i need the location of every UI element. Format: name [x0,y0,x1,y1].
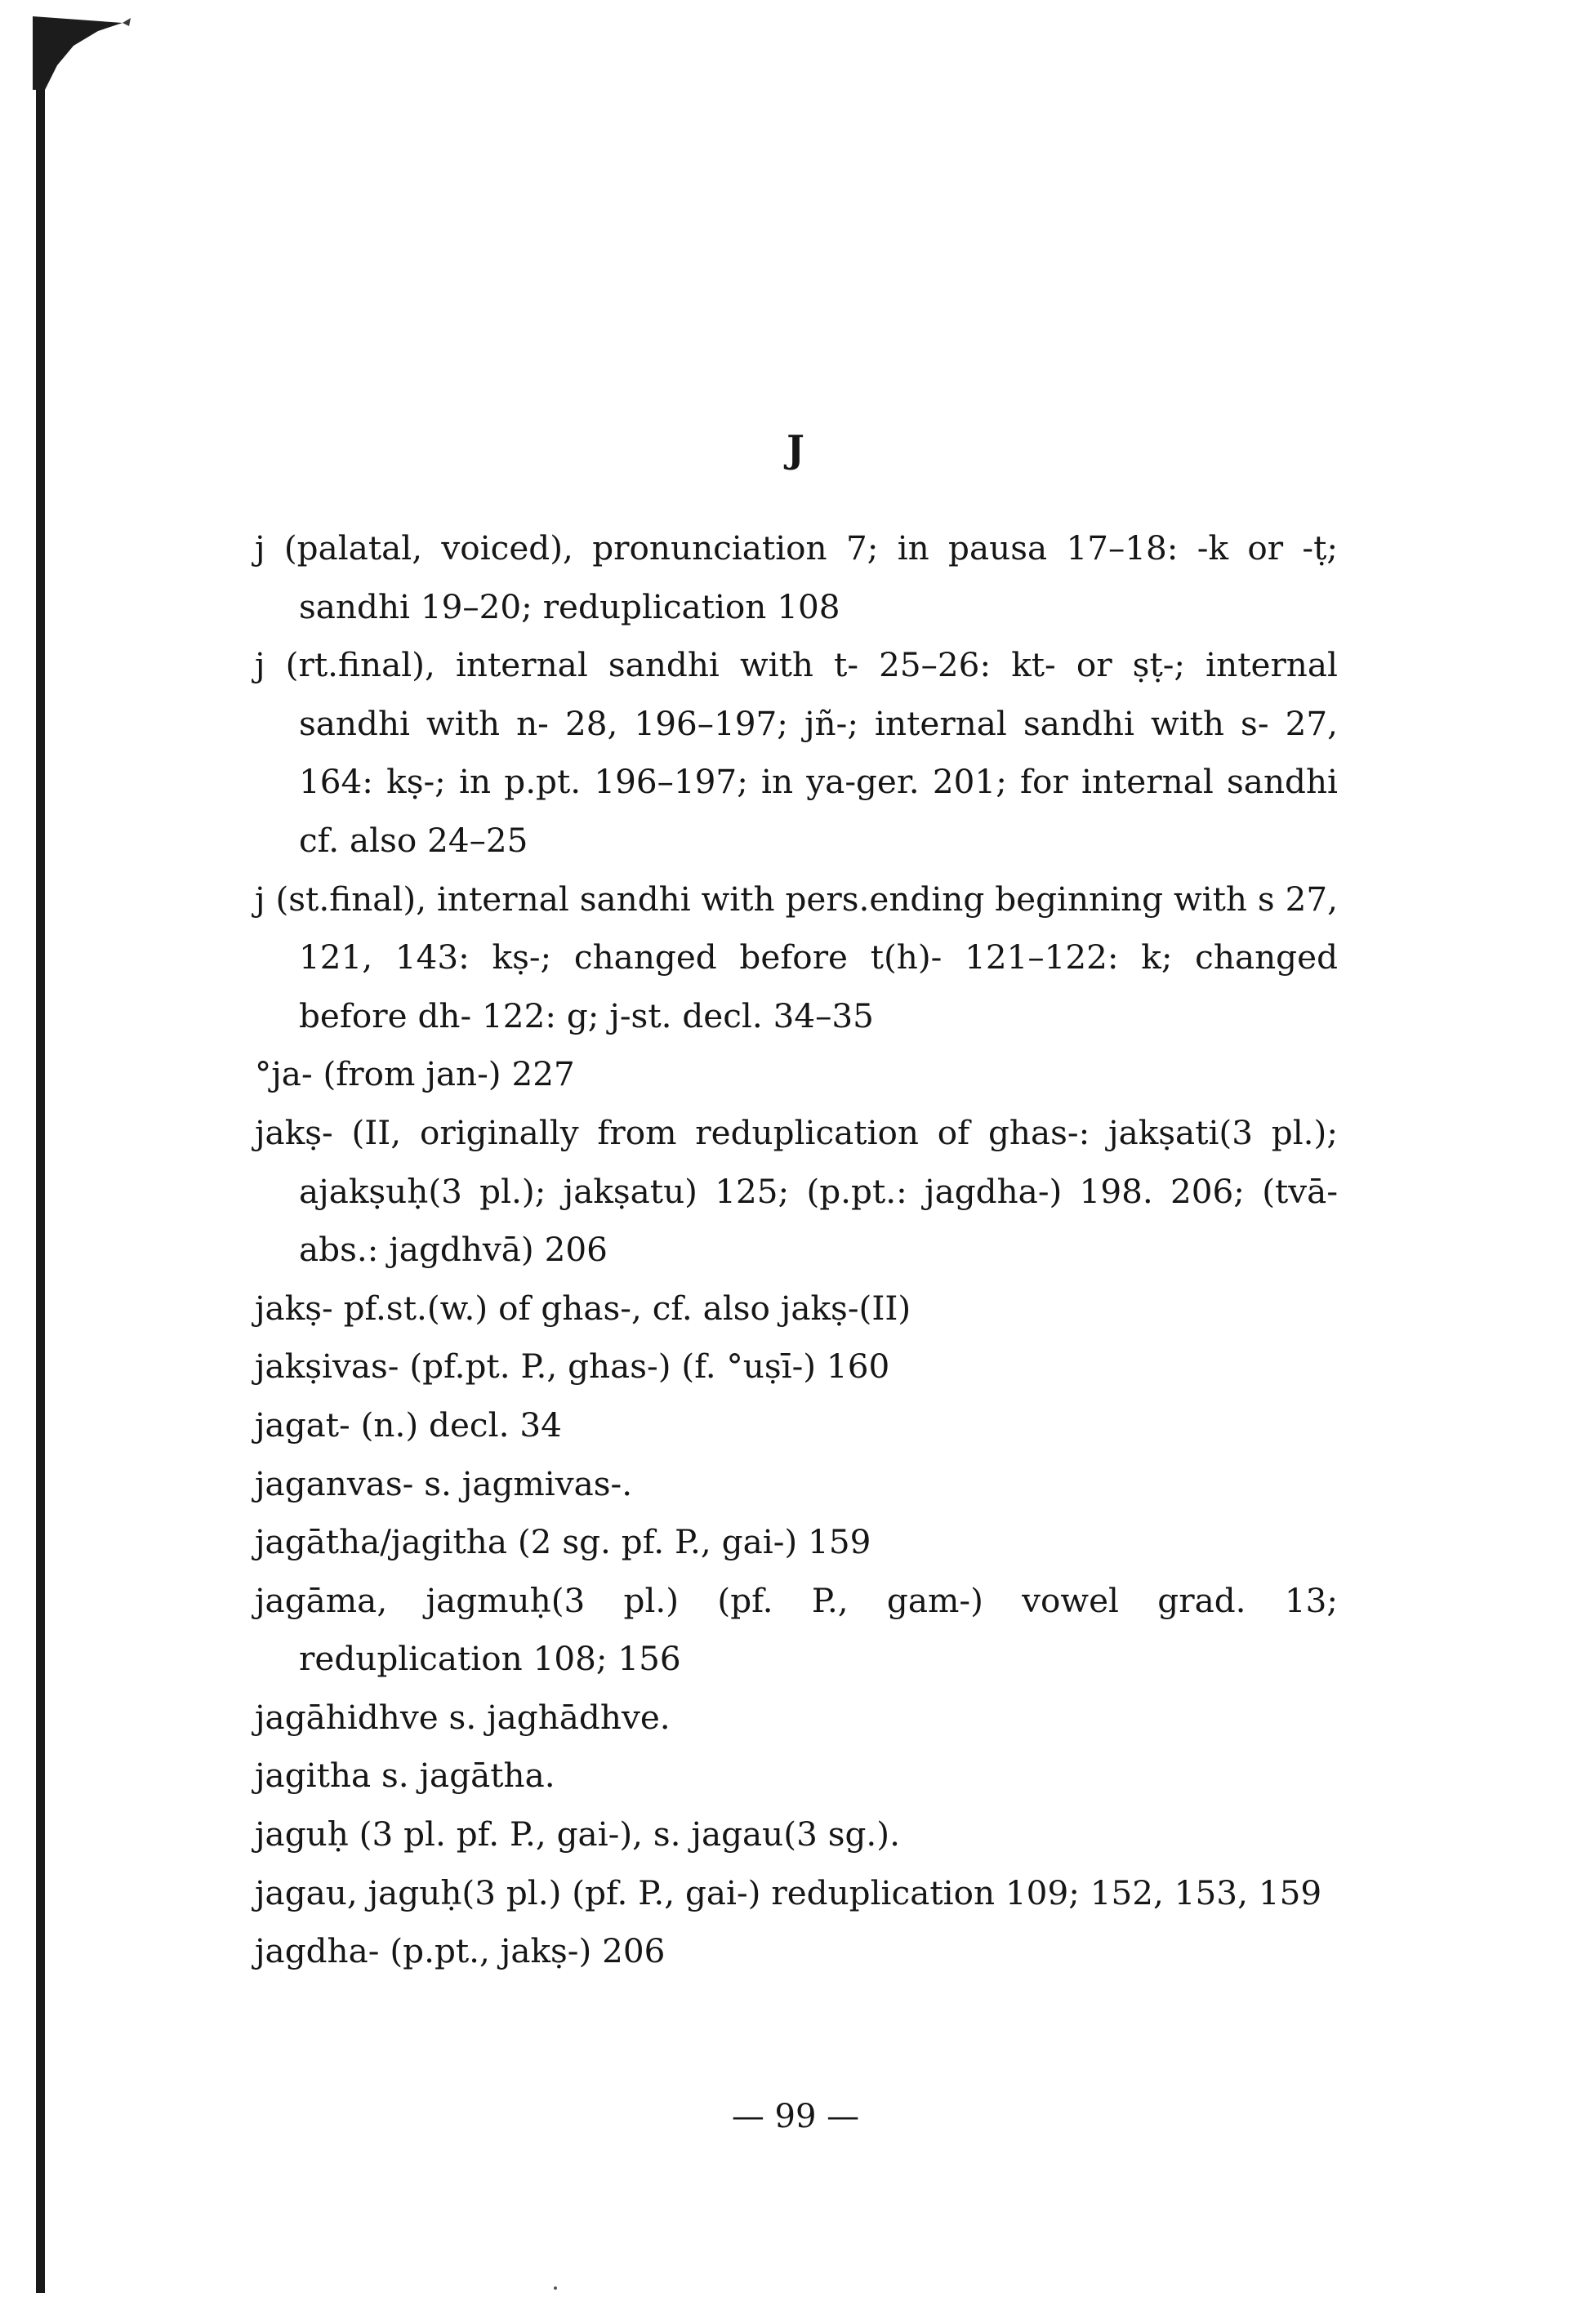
index-entry: jakṣivas- (pf.pt. P., ghas-) (f. °uṣī-) 160 [255,1347,890,1387]
index-entry: jagat- (n.) decl. 34 [255,1405,562,1445]
index-entries [255,519,1338,1981]
index-entry: jagāhidhve s. jaghādhve. [255,1697,671,1737]
index-entry: °ja- (from jan-) 227 [255,1054,575,1094]
scan-corner-mark [0,0,131,90]
index-entry: j (rt.final), internal sandhi with t- 25–26: kt- or ṣṭ-; internal sandhi with n- 28, 196–197; jñ-; internal sandhi with s- 27, 164: kṣ-; in p.pt. 196–197; in ya-ger. 201; for internal sandhi cf. also 24–25 [255,645,1338,860]
index-entry: jaguḥ (3 pl. pf. P., gai-), s. jagau(3 sg.). [255,1814,900,1854]
index-entry: jagau, jaguḥ(3 pl.) (pf. P., gai-) reduplication 109; 152, 153, 159 [255,1872,1322,1912]
index-entry: jakṣ- (II, originally from reduplication of ghas-: jakṣati(3 pl.); ajakṣuḥ(3 pl.); jakṣatu) 125; (p.pt.: jagdha-) 198. 206; (tvā-abs.: jagdhvā) 206 [255,1112,1338,1270]
scan-speck [554,2286,557,2290]
section-heading: J [787,427,804,471]
page-number: — 99 — [731,2098,860,2135]
index-entry: j (palatal, voiced), pronunciation 7; in pausa 17–18: -k or -ṭ; sandhi 19–20; reduplication 108 [255,528,1338,626]
index-entry: j (st.final), internal sandhi with pers.ending beginning with s 27, 121, 143: kṣ-; changed before t(h)- 121–122: k; changed before dh- 122: g; j-st. decl. 34–35 [255,879,1338,1035]
index-entry: jakṣ- pf.st.(w.) of ghas-, cf. also jakṣ-(II) [255,1288,911,1328]
scan-binding-edge [36,23,45,2293]
index-entry: jagdha- (p.pt., jakṣ-) 206 [255,1931,666,1971]
index-entry: jagātha/jagitha (2 sg. pf. P., gai-) 159 [255,1522,871,1562]
index-entry: jagitha s. jagātha. [255,1756,555,1796]
index-entry: jagāma, jagmuḥ(3 pl.) (pf. P., gam-) vowel grad. 13; reduplication 108; 156 [255,1580,1338,1679]
index-entry: jaganvas- s. jagmivas-. [255,1463,633,1503]
